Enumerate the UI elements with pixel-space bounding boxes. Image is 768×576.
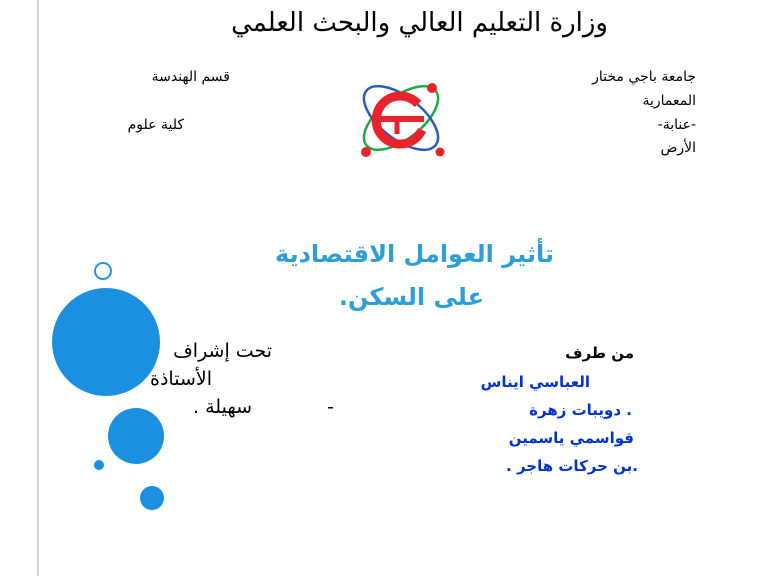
university-name: جامعة باجي مختار <box>592 69 696 85</box>
supervisor-title: الأستاذة <box>150 368 212 390</box>
university-faculty: الأرض <box>660 140 696 156</box>
frame-line <box>37 0 39 576</box>
title-line-2: على السكن. <box>338 283 484 311</box>
author-name-1: العباسي ايناس <box>480 373 590 391</box>
authors-label: من طرف <box>565 344 634 362</box>
department-label: قسم الهندسة <box>151 69 230 85</box>
author-name-2: . دويبات زهرة <box>529 401 632 419</box>
decorative-circle-tiny <box>94 460 104 470</box>
university-city: -عنابة- <box>657 117 696 133</box>
supervisor-dash: - <box>327 396 334 418</box>
university-department: المعمارية <box>642 93 696 109</box>
supervisor-name: سهيلة . <box>193 396 252 418</box>
supervision-label: تحت إشراف <box>173 340 272 362</box>
university-logo <box>352 72 450 164</box>
decorative-hollow-circle <box>94 262 112 280</box>
decorative-circle-small <box>140 486 164 510</box>
title-line-1: تأثير العوامل الاقتصادية <box>275 240 554 268</box>
author-name-4: .بن حركات هاجر . <box>506 457 638 475</box>
faculty-label: كلية علوم <box>127 117 184 133</box>
author-name-3: قواسمي ياسمين <box>508 429 634 447</box>
decorative-circle-large <box>52 288 160 396</box>
ministry-title: وزارة التعليم العالي والبحث العلمي <box>231 8 608 38</box>
decorative-circle-medium <box>108 408 164 464</box>
